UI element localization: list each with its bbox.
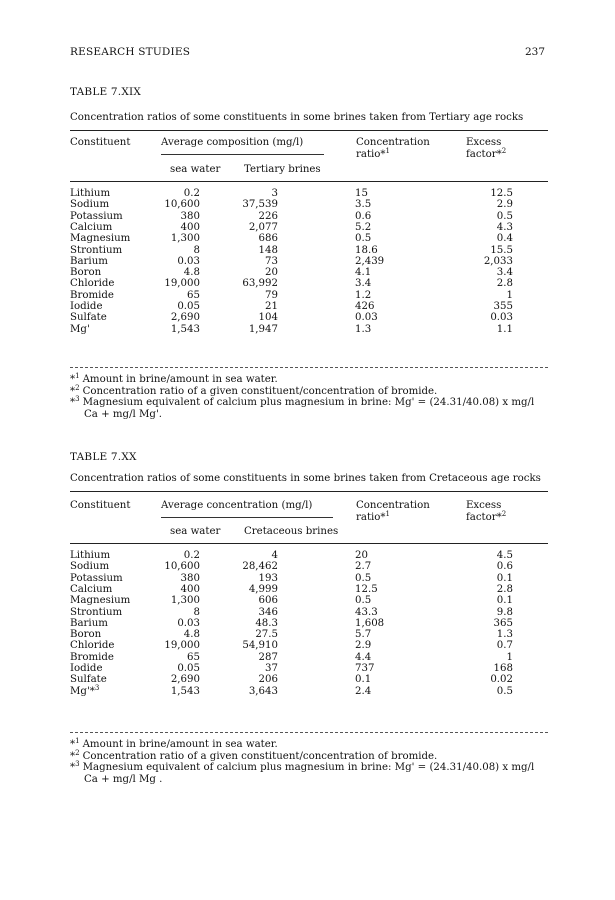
footnote-continuation: Ca + mg/l Mg'. — [84, 408, 162, 420]
cell-sea-water: 19,000 — [164, 278, 200, 290]
cell-concentration-ratio: 20 — [355, 550, 368, 561]
table-row — [70, 595, 548, 606]
cell-concentration-ratio: 737 — [355, 663, 375, 674]
page-number: 237 — [524, 46, 545, 58]
cell-concentration-ratio: 1.3 — [355, 323, 372, 335]
cell-constituent: Boron — [70, 267, 102, 279]
footnote: *$^2$ Concentration ratio of a given constituent/concentration of bromide. — [70, 383, 438, 397]
cell-brine: 48.3 — [255, 617, 278, 629]
cell-excess-factor: 9.8 — [496, 606, 513, 618]
cell-brine: 193 — [258, 572, 278, 584]
table-row — [70, 618, 548, 629]
col-header-excess: Excess — [466, 137, 502, 148]
cell-concentration-ratio: 5.7 — [355, 629, 372, 641]
col-header-constituent: Constituent — [70, 137, 131, 148]
col-header-sea-water: sea water — [170, 164, 221, 175]
cell-concentration-ratio: 426 — [355, 301, 375, 312]
col-header-ratio: ratio*$^1$ — [356, 510, 390, 523]
cell-concentration-ratio: 0.03 — [355, 312, 378, 324]
cell-excess-factor: 3.4 — [496, 267, 513, 279]
table-row — [70, 573, 548, 584]
cell-brine: 346 — [258, 606, 278, 618]
bottom-rule — [70, 367, 548, 368]
cell-concentration-ratio: 2.7 — [355, 561, 372, 573]
cell-sea-water: 8 — [193, 244, 200, 256]
cell-excess-factor: 0.7 — [496, 640, 513, 652]
table-caption: Concentration ratios of some constituents in some brines taken from Tertiary age rocks — [70, 112, 524, 123]
cell-concentration-ratio: 43.3 — [355, 606, 378, 618]
table-row — [70, 640, 548, 651]
cell-sea-water: 19,000 — [164, 640, 200, 652]
footnote: *$^3$ Magnesium equivalent of calcium plus magnesium in brine: Mg' = (24.31/40.08) x mg/l — [70, 395, 535, 408]
cell-sea-water: 8 — [193, 606, 200, 618]
cell-brine: 287 — [258, 651, 278, 663]
cell-constituent: Sulfate — [70, 312, 107, 324]
cell-brine: 606 — [258, 595, 278, 607]
cell-concentration-ratio: 1.2 — [355, 289, 372, 301]
cell-concentration-ratio: 12.5 — [355, 583, 378, 595]
table-row — [70, 674, 548, 685]
cell-sea-water: 65 — [187, 651, 200, 663]
cell-excess-factor: 1.1 — [496, 323, 513, 335]
cell-sea-water: 2,690 — [170, 312, 200, 324]
cell-brine: 37,539 — [242, 199, 278, 211]
footnote: *$^1$ Amount in brine/amount in sea water. — [70, 372, 278, 385]
cell-excess-factor: 2.8 — [496, 278, 513, 290]
header-rule — [70, 181, 548, 182]
table-7-xx — [70, 451, 548, 785]
cell-constituent: Iodide — [70, 301, 103, 312]
cell-excess-factor: 0.1 — [496, 572, 513, 584]
table-row — [70, 256, 548, 267]
cell-excess-factor: 2.9 — [496, 199, 513, 211]
cell-sea-water: 380 — [180, 210, 200, 222]
cell-constituent: Potassium — [70, 572, 123, 584]
cell-excess-factor: 0.1 — [496, 595, 513, 607]
cell-excess-factor: 168 — [493, 663, 513, 674]
cell-sea-water: 4.8 — [183, 267, 200, 279]
cell-concentration-ratio: 2,439 — [355, 255, 385, 267]
col-header-factor: factor*$^2$ — [466, 147, 507, 160]
cell-brine: 3 — [271, 188, 278, 199]
cell-concentration-ratio: 4.1 — [355, 267, 372, 279]
table-row — [70, 245, 548, 256]
cell-excess-factor: 1.3 — [496, 629, 513, 641]
cell-excess-factor: 0.4 — [496, 233, 513, 245]
cell-constituent: Calcium — [70, 221, 113, 233]
cell-sea-water: 1,300 — [170, 595, 200, 607]
cell-constituent: Lithium — [70, 550, 111, 561]
cell-constituent: Barium — [70, 255, 108, 267]
cell-constituent: Magnesium — [70, 595, 131, 607]
cell-concentration-ratio: 0.6 — [355, 210, 372, 222]
table-row — [70, 233, 548, 244]
header-rule — [70, 543, 548, 544]
cell-sea-water: 65 — [187, 289, 200, 301]
cell-concentration-ratio: 15 — [355, 188, 368, 199]
cell-excess-factor: 0.6 — [496, 561, 513, 573]
cell-brine: 63,992 — [242, 278, 278, 290]
cell-brine: 4,999 — [248, 583, 278, 595]
cell-constituent: Mg' — [70, 323, 90, 335]
cell-constituent: Chloride — [70, 640, 115, 652]
table-row — [70, 652, 548, 663]
cell-sea-water: 1,300 — [170, 233, 200, 245]
cell-sea-water: 1,543 — [170, 685, 200, 697]
table-caption: Concentration ratios of some constituents in some brines taken from Cretaceous age rocks — [70, 473, 541, 484]
cell-constituent: Mg'*$^3$ — [70, 683, 100, 697]
table-row — [70, 188, 548, 199]
cell-brine: 4 — [271, 550, 278, 561]
cell-excess-factor: 4.5 — [496, 550, 513, 561]
bottom-rule — [70, 732, 548, 733]
cell-sea-water: 0.03 — [177, 617, 200, 629]
cell-excess-factor: 1 — [506, 651, 513, 663]
cell-constituent: Bromide — [70, 289, 114, 301]
cell-sea-water: 380 — [180, 572, 200, 584]
cell-excess-factor: 1 — [506, 289, 513, 301]
footnote: *$^2$ Concentration ratio of a given constituent/concentration of bromide. — [70, 748, 438, 762]
cell-excess-factor: 2.8 — [496, 583, 513, 595]
col-header-brines: Cretaceous brines — [244, 526, 339, 537]
table-row — [70, 550, 548, 561]
cell-concentration-ratio: 18.6 — [355, 244, 378, 256]
cell-brine: 27.5 — [255, 629, 278, 641]
cell-brine: 3,643 — [248, 685, 278, 697]
cell-constituent: Strontium — [70, 606, 123, 618]
cell-brine: 73 — [265, 255, 278, 267]
table-title: TABLE 7.XIX — [70, 86, 142, 98]
cell-constituent: Potassium — [70, 210, 123, 222]
cell-concentration-ratio: 2.4 — [355, 685, 372, 697]
table-row — [70, 607, 548, 618]
table-row — [70, 324, 548, 335]
cell-constituent: Strontium — [70, 244, 123, 256]
table-row — [70, 683, 548, 697]
cell-excess-factor: 12.5 — [490, 188, 513, 199]
cell-concentration-ratio: 5.2 — [355, 221, 372, 233]
table-row — [70, 222, 548, 233]
table-row — [70, 278, 548, 289]
cell-brine: 37 — [265, 663, 278, 674]
cell-constituent: Sodium — [70, 199, 110, 211]
table-row — [70, 211, 548, 222]
cell-concentration-ratio: 3.4 — [355, 278, 372, 290]
cell-concentration-ratio: 1,608 — [355, 617, 385, 629]
cell-constituent: Chloride — [70, 278, 115, 290]
cell-brine: 54,910 — [242, 640, 278, 652]
cell-brine: 148 — [258, 244, 278, 256]
cell-excess-factor: 0.5 — [496, 685, 513, 697]
cell-concentration-ratio: 0.1 — [355, 674, 372, 686]
cell-constituent: Iodide — [70, 663, 103, 674]
top-rule — [70, 491, 548, 492]
cell-constituent: Barium — [70, 617, 108, 629]
table-row — [70, 663, 548, 674]
cell-sea-water: 0.05 — [177, 663, 200, 674]
cell-brine: 21 — [265, 301, 278, 312]
cell-brine: 2,077 — [248, 221, 278, 233]
cell-sea-water: 10,600 — [164, 199, 200, 211]
table-row — [70, 584, 548, 595]
table-row — [70, 561, 548, 572]
cell-sea-water: 0.2 — [183, 550, 200, 561]
cell-brine: 206 — [258, 674, 278, 686]
table-7-xix — [70, 86, 548, 420]
cell-sea-water: 400 — [180, 221, 200, 233]
cell-excess-factor: 0.02 — [490, 674, 513, 686]
cell-concentration-ratio: 2.9 — [355, 640, 372, 652]
cell-concentration-ratio: 3.5 — [355, 199, 372, 211]
cell-constituent: Lithium — [70, 188, 111, 199]
col-header-factor: factor*$^2$ — [466, 510, 507, 523]
col-header-average: Average composition (mg/l) — [161, 137, 304, 148]
table-title: TABLE 7.XX — [70, 451, 137, 463]
col-header-constituent: Constituent — [70, 500, 131, 511]
cell-excess-factor: 365 — [493, 617, 513, 629]
cell-constituent: Sodium — [70, 561, 110, 573]
sub-rule — [161, 154, 324, 155]
cell-constituent: Magnesium — [70, 233, 131, 245]
col-header-average: Average concentration (mg/l) — [161, 500, 313, 511]
table-row — [70, 629, 548, 640]
cell-sea-water: 1,543 — [170, 323, 200, 335]
col-header-excess: Excess — [466, 500, 502, 511]
cell-excess-factor: 4.3 — [496, 221, 513, 233]
cell-constituent: Sulfate — [70, 674, 107, 686]
cell-sea-water: 0.2 — [183, 188, 200, 199]
cell-brine: 226 — [258, 210, 278, 222]
footnote: *$^3$ Magnesium equivalent of calcium plus magnesium in brine: Mg' = (24.31/40.08) x mg/l — [70, 760, 535, 773]
cell-brine: 1,947 — [248, 323, 278, 335]
col-header-brines: Tertiary brines — [244, 164, 321, 175]
cell-brine: 686 — [258, 233, 278, 245]
table-row — [70, 312, 548, 323]
cell-brine: 104 — [258, 312, 278, 324]
cell-constituent: Boron — [70, 629, 102, 641]
cell-excess-factor: 355 — [493, 301, 513, 312]
cell-sea-water: 0.03 — [177, 255, 200, 267]
cell-constituent: Bromide — [70, 651, 114, 663]
cell-concentration-ratio: 0.5 — [355, 595, 372, 607]
col-header-concentration: Concentration — [356, 500, 430, 511]
cell-sea-water: 0.05 — [177, 301, 200, 312]
cell-brine: 79 — [265, 289, 278, 301]
cell-concentration-ratio: 0.5 — [355, 572, 372, 584]
cell-excess-factor: 2,033 — [483, 255, 513, 267]
cell-constituent: Calcium — [70, 583, 113, 595]
cell-sea-water: 2,690 — [170, 674, 200, 686]
cell-concentration-ratio: 4.4 — [355, 651, 372, 663]
cell-excess-factor: 0.03 — [490, 312, 513, 324]
col-header-concentration: Concentration — [356, 137, 430, 148]
cell-excess-factor: 0.5 — [496, 210, 513, 222]
footnote: *$^1$ Amount in brine/amount in sea water. — [70, 737, 278, 750]
table-row — [70, 267, 548, 278]
footnote-continuation: Ca + mg/l Mg . — [84, 773, 163, 785]
sub-rule — [161, 517, 333, 518]
cell-sea-water: 10,600 — [164, 561, 200, 573]
cell-sea-water: 400 — [180, 583, 200, 595]
table-row — [70, 301, 548, 312]
running-title: RESEARCH STUDIES — [70, 46, 191, 58]
cell-concentration-ratio: 0.5 — [355, 233, 372, 245]
table-row — [70, 290, 548, 301]
cell-brine: 28,462 — [242, 561, 278, 573]
cell-sea-water: 4.8 — [183, 629, 200, 641]
col-header-ratio: ratio*$^1$ — [356, 147, 390, 160]
cell-excess-factor: 15.5 — [490, 244, 513, 256]
cell-brine: 20 — [265, 267, 278, 279]
col-header-sea-water: sea water — [170, 526, 221, 537]
top-rule — [70, 130, 548, 131]
table-row — [70, 199, 548, 210]
